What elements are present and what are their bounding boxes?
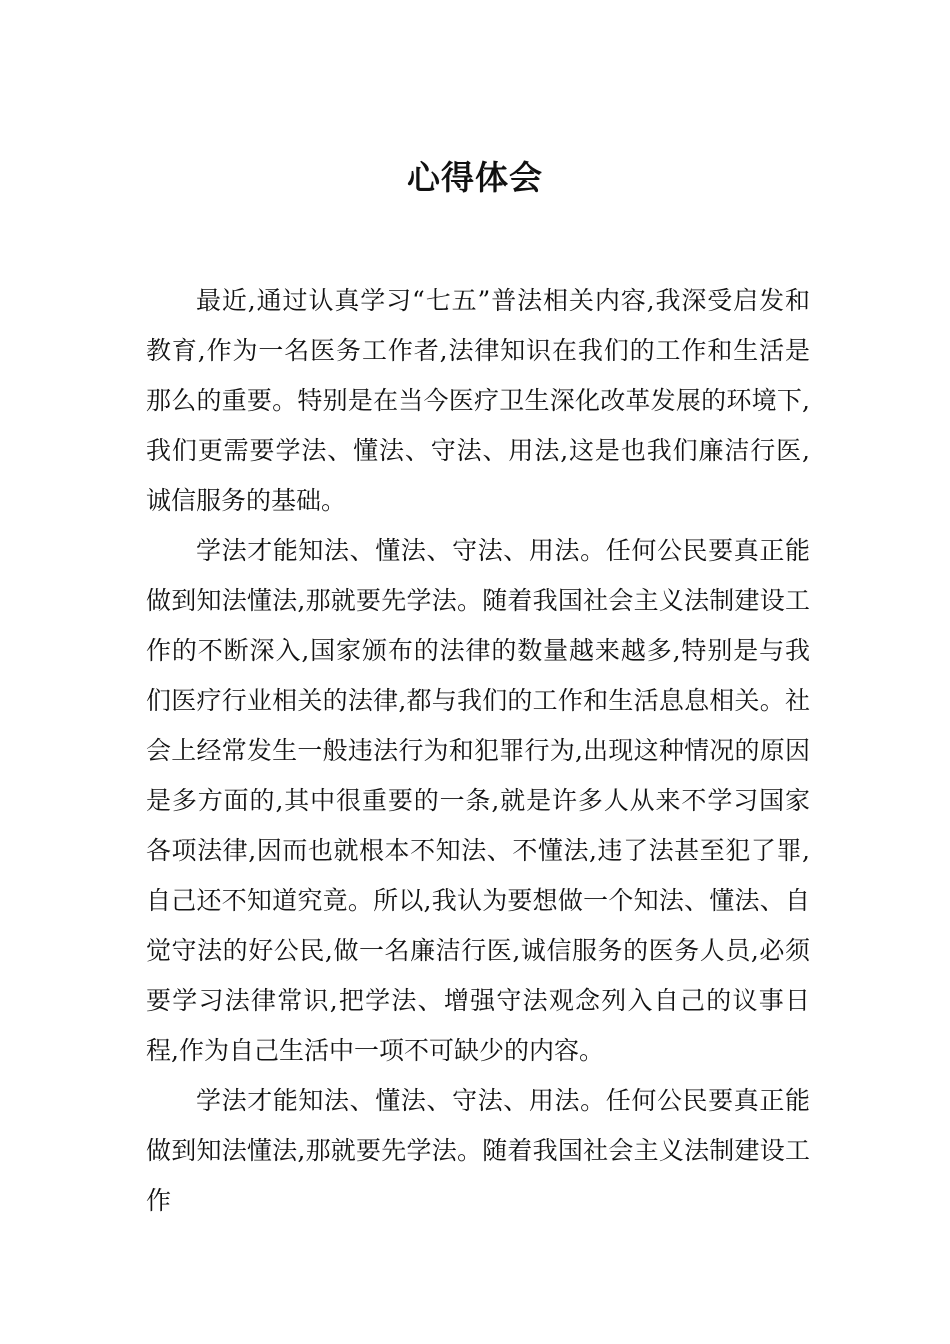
paragraph-3: 学法才能知法、懂法、守法、用法。任何公民要真正能做到知法懂法,那就要先学法。随着我国社会主义法制建设工作 (146, 1086, 810, 1215)
paragraph-2: 学法才能知法、懂法、守法、用法。任何公民要真正能做到知法懂法,那就要先学法。随着我国社会主义法制建设工作的不断深入,国家颁布的法律的数量越来越多,特别是与我们医疗行业相关的法律,都与我们的工作和生活息息相关。社会上经常发生一般违法行为和犯罪行为,出现这种情况的原因是多方面的,其中很重要的一条,就是许多人从来不学习国家各项法律,因而也就根本不知法、不懂法,违了法甚至犯了罪,自己还不知道究竟。所以,我认为要想做一个知法、懂法、自觉守法的好公民,做一名廉洁行医,诚信服务的医务人员,必须要学习法律常识,把学法、增强守法观念列入自己的议事日程,作为自己生活中一项不可缺少的内容。 (146, 536, 810, 1065)
paragraph-1: 最近,通过认真学习“七五”普法相关内容,我深受启发和教育,作为一名医务工作者,法律知识在我们的工作和生活是那么的重要。特别是在当今医疗卫生深化改革发展的环境下,我们更需要学法、懂法、守法、用法,这是也我们廉洁行医,诚信服务的基础。 (146, 286, 810, 515)
document-body (146, 276, 810, 1226)
document-title: 心得体会 (407, 158, 543, 197)
